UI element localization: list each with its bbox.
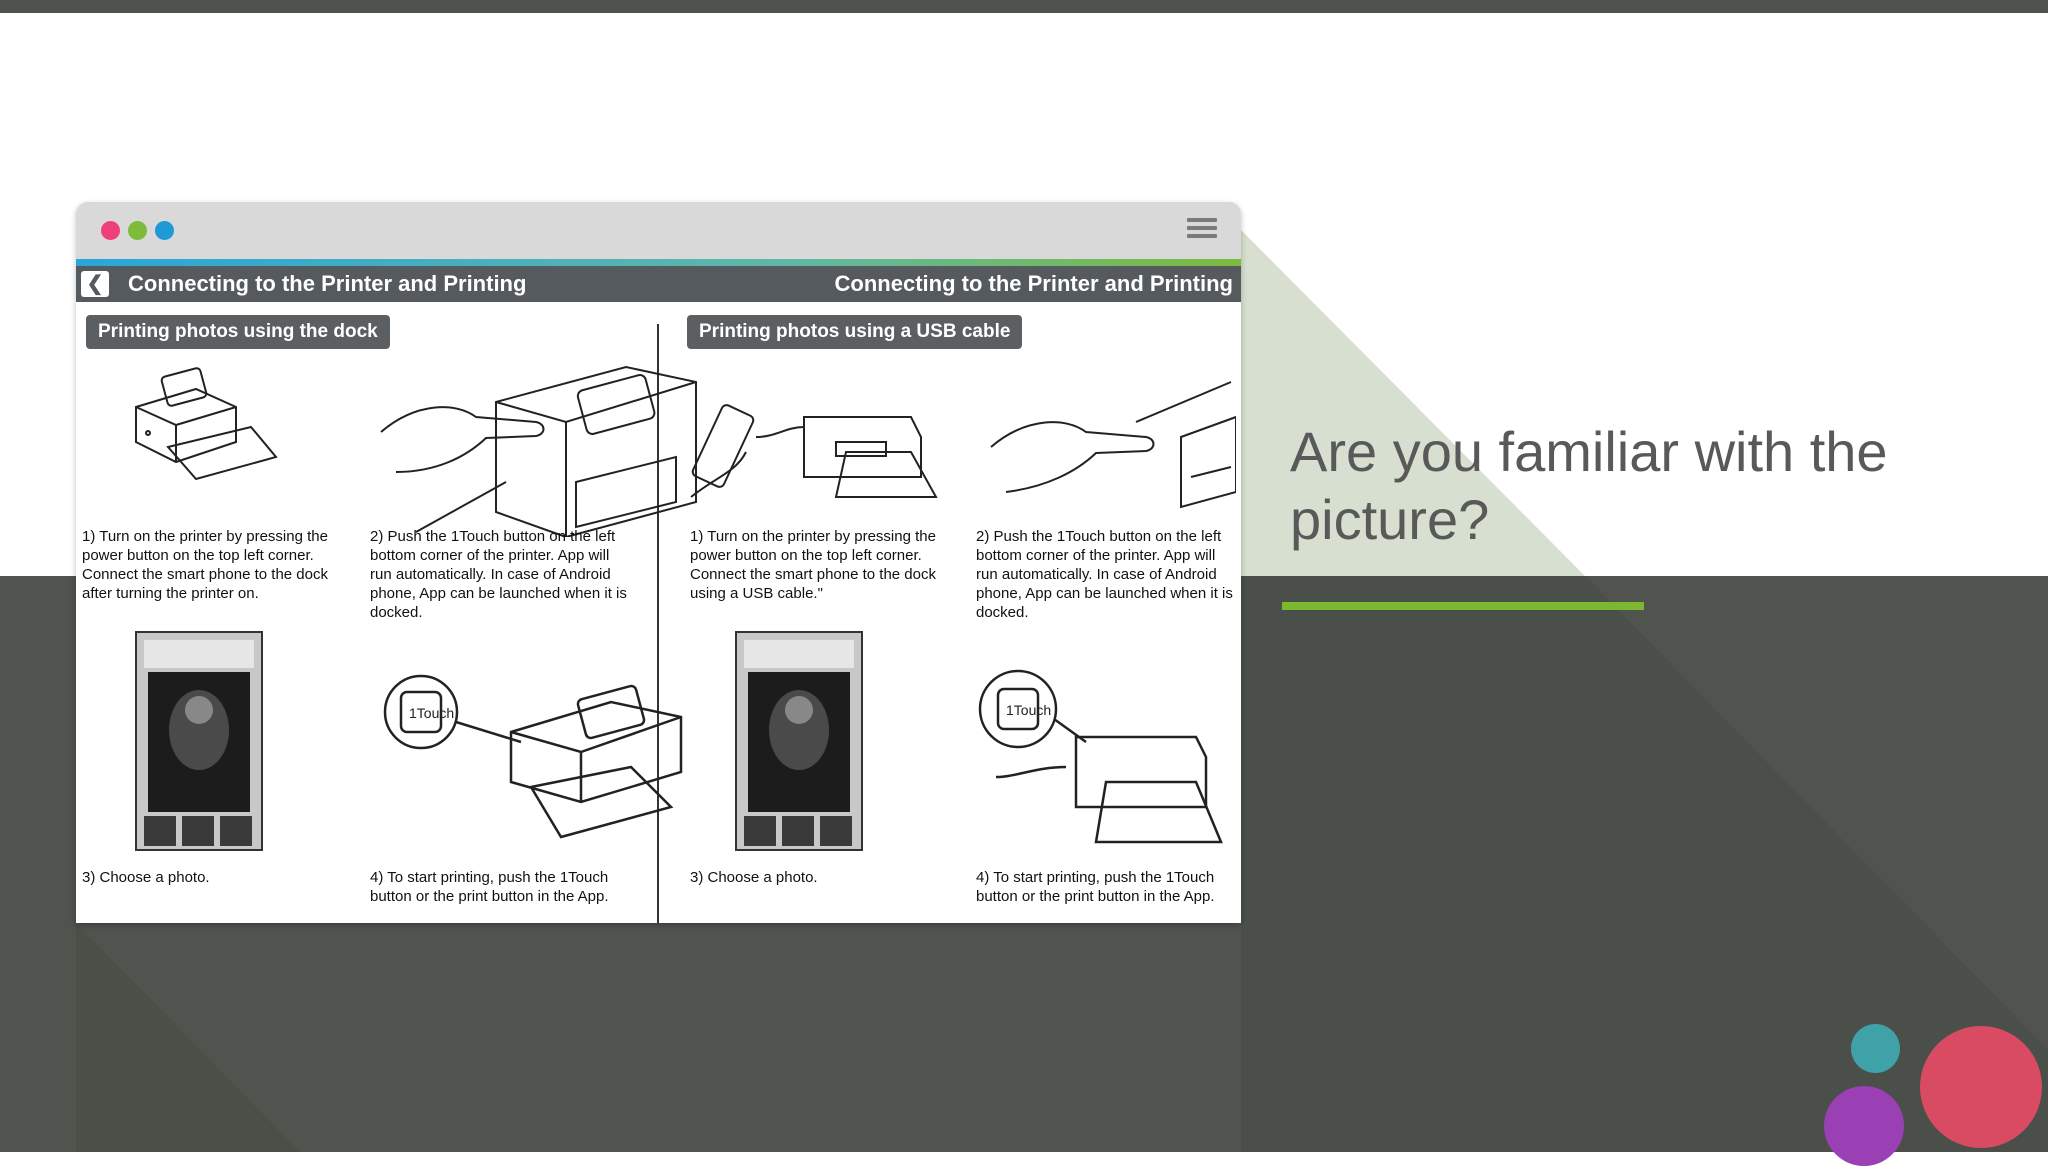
usb-push-button-illustration: [986, 377, 1236, 517]
usb-section-title: Printing photos using a USB cable: [687, 315, 1022, 349]
usb-step-2: 2) Push the 1Touch button on the left bottom corner of the printer. App will run automatically. In case of Android phone, App can be launched when it is docked.: [976, 528, 1233, 621]
usb-step-1: 1) Turn on the printer by pressing the power button on the top left corner. Connect the smart phone to the dock using a USB cable.": [690, 528, 936, 602]
close-dot[interactable]: [101, 221, 120, 240]
usb-step-4: 4) To start printing, push the 1Touch button or the print button in the App.: [976, 869, 1215, 905]
purple-circle: [1824, 1086, 1904, 1166]
teal-circle: [1851, 1024, 1900, 1073]
printer-dock-illustration: [126, 367, 286, 497]
dock-step-3: 3) Choose a photo.: [82, 869, 210, 886]
push-button-illustration: [376, 362, 706, 537]
hamburger-menu-icon[interactable]: [1187, 218, 1217, 246]
screenshot-window: [76, 202, 1241, 923]
header-title-right: Connecting to the Printer and Printing: [834, 271, 1233, 296]
maximize-dot[interactable]: [155, 221, 174, 240]
window-titlebar: [76, 202, 1241, 259]
minimize-dot[interactable]: [128, 221, 147, 240]
dock-step-4: 4) To start printing, push the 1Touch button or the print button in the App.: [370, 869, 609, 905]
back-arrow-icon[interactable]: ❮: [81, 271, 109, 297]
dock-step-1: 1) Turn on the printer by pressing the power button on the top left corner. Connect the smart phone to the dock after turning the printer on.: [82, 528, 328, 602]
phone-photo-illustration: [134, 630, 264, 852]
slide-question: Are you familiar with the picture?: [1290, 420, 1888, 551]
manual-header: [76, 266, 1241, 302]
usb-connect-illustration: [686, 397, 946, 507]
onetouch-print-illustration: [381, 672, 701, 842]
usb-onetouch-print-illustration: [976, 667, 1236, 847]
dock-step-2: 2) Push the 1Touch button on the left bottom corner of the printer. App will run automatically. In case of Android phone, App can be launched when it is docked.: [370, 528, 627, 621]
svg-text:1Touch: 1Touch: [1006, 702, 1052, 718]
header-title-left: Connecting to the Printer and Printing: [128, 271, 527, 296]
accent-stripe: [76, 259, 1241, 266]
dock-section-title: Printing photos using the dock: [86, 315, 390, 349]
accent-underline: [1282, 602, 1644, 610]
svg-text:1Touch: 1Touch: [409, 705, 455, 721]
usb-step-3: 3) Choose a photo.: [690, 869, 818, 886]
usb-phone-photo-illustration: [734, 630, 864, 852]
red-circle: [1920, 1026, 2042, 1148]
